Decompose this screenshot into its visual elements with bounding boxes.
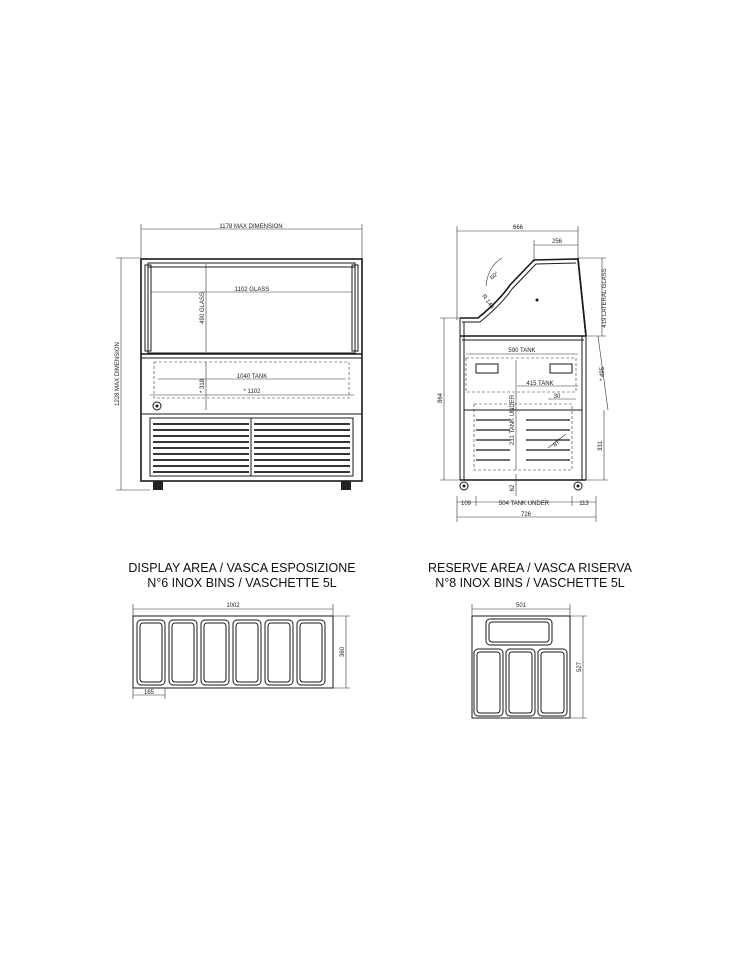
reserve-width-label: 501	[515, 603, 527, 609]
tank-width-label: 1040 TANK	[236, 374, 268, 380]
display-area-caption-2: N°6 INOX BINS / VASCHETTE 5L	[147, 576, 337, 590]
dim-62-label: 62	[510, 484, 516, 492]
dim-109-label: 109	[460, 501, 472, 507]
height-495-label: * 495	[600, 366, 606, 382]
display-area-caption-1: DISPLAY AREA / VASCA ESPOSIZIONE	[128, 561, 356, 575]
dim-331-label: 331	[598, 440, 604, 452]
display-depth-label: 360	[340, 646, 346, 658]
glass-height-label: 490 GLASS	[200, 292, 206, 324]
depth-top-label: 666	[512, 225, 524, 231]
height-864-label: 864	[438, 392, 444, 404]
front-view	[115, 224, 362, 490]
reserve-area-plan	[472, 603, 587, 718]
caster-right	[341, 481, 351, 490]
angle-87-label: 87°	[552, 438, 564, 449]
reserve-area-caption-2: N°8 INOX BINS / VASCHETTE 5L	[435, 576, 625, 590]
inner-width-label: * 1102	[243, 389, 261, 395]
overall-depth-label: 726	[520, 512, 532, 518]
bin-width-label: 165	[143, 690, 155, 696]
radius-label: R 140	[480, 293, 495, 311]
tank-415-label: 415 TANK	[526, 381, 554, 387]
max-width-label: 1178 MAX DIMENSION	[219, 224, 283, 230]
caster-left	[153, 481, 163, 490]
tank-under-vertical-label: 231 TANK UNDER	[510, 394, 516, 446]
display-area-plan	[133, 603, 350, 699]
angle-60-label: 60°	[489, 271, 501, 282]
tank-under-horizontal-label: 504 TANK UNDER	[498, 501, 550, 507]
dim-113-label: 113	[579, 501, 589, 507]
dim-30-label: 30	[553, 394, 561, 400]
glass-width-label: 1102 GLASS	[234, 287, 270, 293]
lateral-glass-label: 419 LATERAL GLASS	[602, 268, 608, 328]
reserve-area-caption-1: RESERVE AREA / VASCA RISERVA	[427, 561, 633, 575]
max-height-label: 1228 MAX DIMENSION	[115, 342, 121, 406]
top-width-label: 256	[551, 239, 563, 245]
reserve-depth-label: 527	[577, 661, 583, 673]
tank-height-label: * 318	[200, 378, 206, 394]
tank-590-label: 590 TANK	[508, 348, 536, 354]
side-view	[438, 225, 608, 522]
display-width-label: 1002	[226, 603, 240, 609]
